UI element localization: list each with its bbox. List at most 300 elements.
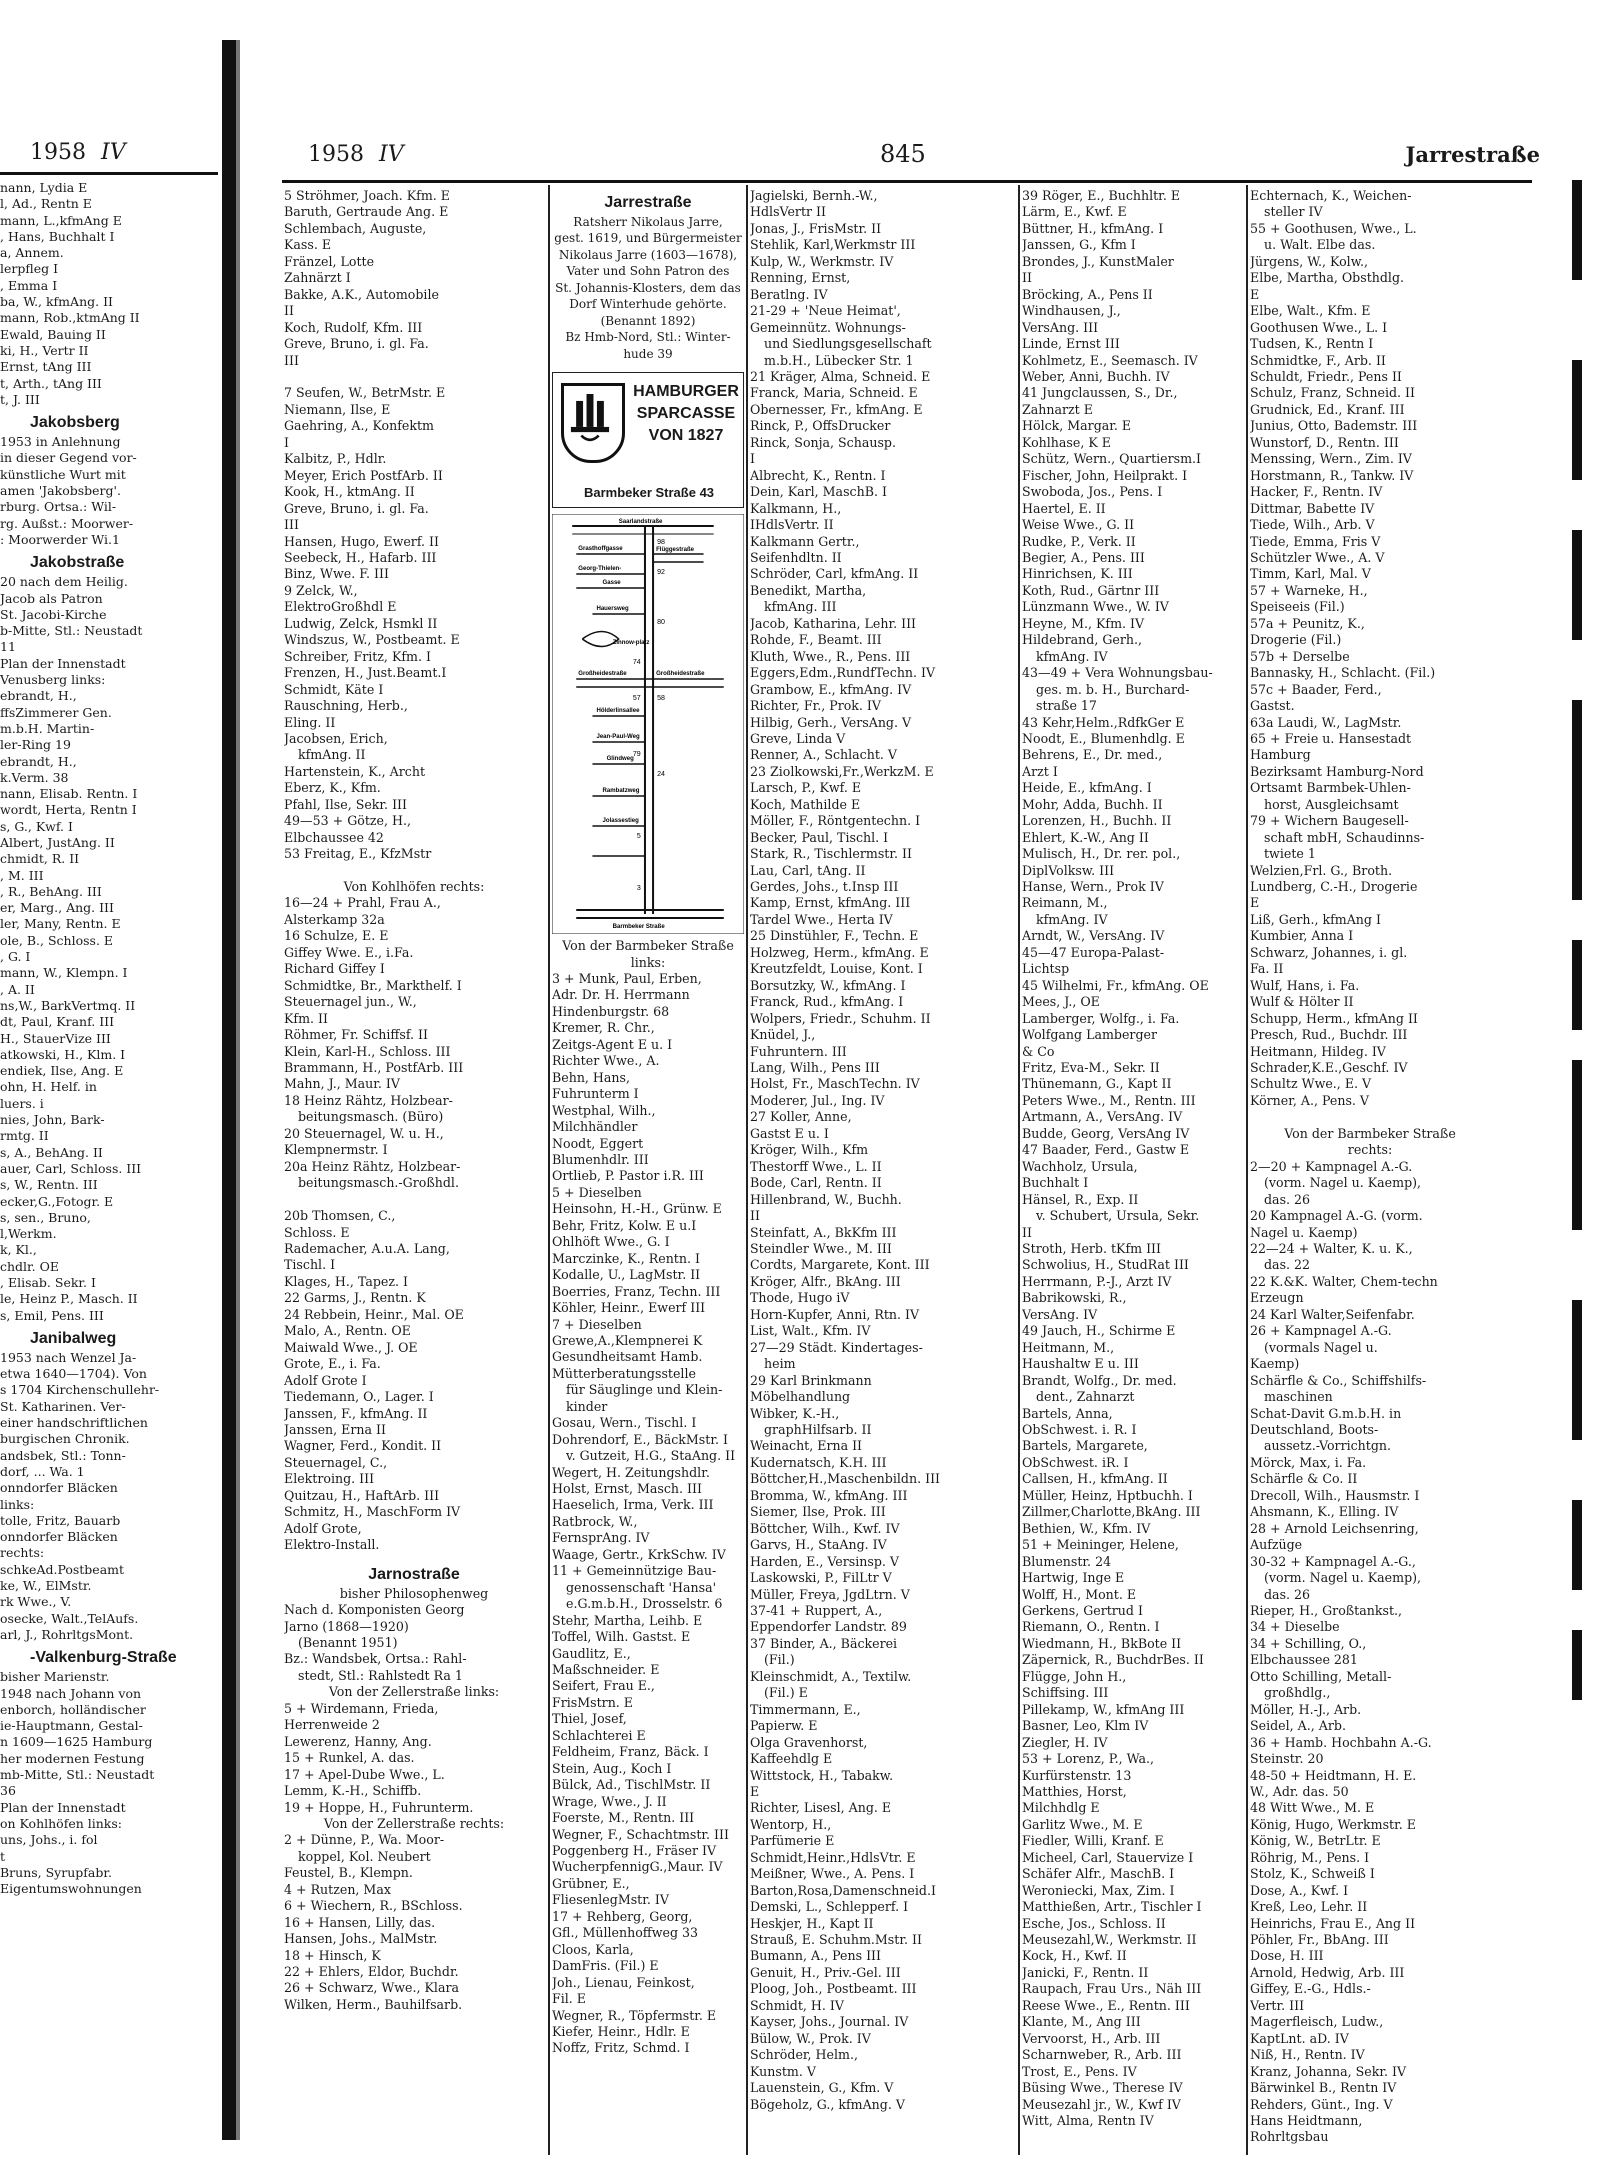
directory-entry: 4 + Rutzen, Max <box>284 1881 391 1897</box>
directory-entry: Liß, Gerh., kfmAng I <box>1250 911 1381 927</box>
directory-entry: Heinsohn, H.-H., Grünw. E <box>552 1201 722 1217</box>
directory-entry: Franck, Rud., kfmAng. I <box>750 994 904 1010</box>
directory-entry: Janicki, F., Rentn. II <box>1022 1964 1149 1980</box>
street-intro-line: Bz Hmb-Nord, Stl.: Winter- <box>565 330 731 345</box>
directory-entry: (Fil.) E <box>764 1685 808 1701</box>
street-intro-line: Vater und Sohn Patron des <box>566 264 730 279</box>
left-entry: er, Marg., Ang. III <box>0 900 114 916</box>
directory-entry: Kudernatsch, K.H. III <box>750 1454 887 1470</box>
map-number: 92 <box>657 569 665 577</box>
directory-entry: großhdlg., <box>1264 1685 1331 1701</box>
directory-entry: Böttcher,H.,Maschenbildn. III <box>750 1471 941 1487</box>
directory-entry: schaft mbH, Schaudinns- <box>1264 829 1425 845</box>
directory-entry: Fil. E <box>552 1991 586 2007</box>
column-5 <box>1250 188 1490 2146</box>
page-edge-marks <box>1540 60 1600 2060</box>
directory-entry: Malo, A., Rentn. OE <box>284 1323 411 1339</box>
directory-entry: Lamberger, Wolfg., i. Fa. <box>1022 1010 1180 1026</box>
directory-entry: Behrens, E., Dr. med., <box>1022 747 1163 763</box>
directory-entry: Horstmann, R., Tankw. IV <box>1250 467 1414 483</box>
directory-entry: Trost, E., Pens. IV <box>1022 2063 1137 2079</box>
directory-entry: Feldheim, Franz, Bäck. I <box>552 1744 709 1760</box>
directory-entry: 45 Wilhelmi, Fr., kfmAng. OE <box>1022 977 1209 993</box>
directory-entry: Welzien,Frl. G., Broth. <box>1250 862 1393 878</box>
directory-entry: Arnold, Hedwig, Arb. III <box>1250 1964 1405 1980</box>
directory-entry: Giffey, E.-G., Hdls.- <box>1250 1981 1371 1997</box>
directory-entry: Schultz Wwe., E. V <box>1250 1076 1372 1092</box>
directory-entry: 20 Kampnagel A.-G. (vorm. <box>1250 1208 1423 1224</box>
directory-entry: 15 + Runkel, A. das. <box>284 1750 415 1766</box>
directory-entry: Bülck, Ad., TischlMstr. II <box>552 1777 711 1793</box>
directory-entry: Becker, Paul, Tischl. I <box>750 829 889 845</box>
directory-entry: Moderer, Jul., Ing. IV <box>750 1092 885 1108</box>
directory-entry: List, Walt., Kfm. IV <box>750 1323 871 1339</box>
directory-entry: Elbchaussee 42 <box>284 829 384 845</box>
directory-entry: Wrage, Wwe., J. II <box>552 1793 667 1809</box>
directory-entry: 2—20 + Kampnagel A.-G. <box>1250 1158 1413 1174</box>
directory-entry: II <box>284 303 294 319</box>
left-entry: atkowski, H., Klm. I <box>0 1046 126 1062</box>
directory-entry: Peters Wwe., M., Rentn. III <box>1022 1092 1196 1108</box>
left-entry: Bruns, Syrupfabr. <box>0 1864 112 1880</box>
directory-entry: koppel, Kol. Neubert <box>298 1848 431 1864</box>
left-entry: künstliche Wurt mit <box>0 466 126 482</box>
map-label: Großheidestraße <box>578 671 627 678</box>
directory-entry: 65 + Freie u. Hansestadt <box>1250 730 1412 746</box>
directory-entry: Rohde, F., Beamt. III <box>750 632 882 648</box>
directory-entry: Maiwald Wwe., J. OE <box>284 1339 418 1355</box>
directory-entry: 5 Ströhmer, Joach. Kfm. E <box>284 188 450 203</box>
directory-entry: Schütz, Wern., Quartiersm.I <box>1022 451 1202 467</box>
directory-entry: (vorm. Nagel u. Kaemp), <box>1264 1175 1422 1191</box>
directory-entry: Jacob, Katharina, Lehr. III <box>750 615 917 631</box>
directory-entry: Matthies, Horst, <box>1022 1783 1127 1799</box>
directory-entry: Heitmann, M., <box>1022 1339 1115 1355</box>
directory-entry: Kohlhase, K E <box>1022 434 1111 450</box>
street-map-svg <box>552 514 744 934</box>
directory-entry: Renning, Ernst, <box>750 270 851 286</box>
directory-entry: Rudke, P., Verk. II <box>1022 533 1136 549</box>
directory-entry: Kurfürstenstr. 13 <box>1022 1767 1132 1783</box>
directory-entry: Speiseeis (Fil.) <box>1250 599 1345 615</box>
page-number: 845 <box>880 140 926 168</box>
directory-entry: Kranz, Johanna, Sekr. IV <box>1250 2063 1407 2079</box>
directory-entry: Tardel Wwe., Herta IV <box>750 911 893 927</box>
directory-entry: Müller, Freya, JgdLtrn. V <box>750 1586 910 1602</box>
directory-entry: Cordts, Margarete, Kont. III <box>750 1257 930 1273</box>
advertisement <box>552 372 744 508</box>
directory-entry: Baruth, Gertraude Ang. E <box>284 204 449 220</box>
directory-entry: Eling. II <box>284 714 336 730</box>
directory-entry: Rehders, Günt., Ing. V <box>1250 2096 1393 2112</box>
directory-entry: Richard Giffey I <box>284 961 385 977</box>
directory-entry: Marczinke, K., Rentn. I <box>552 1250 700 1266</box>
directory-entry: Heyne, M., Kfm. IV <box>1022 615 1145 631</box>
directory-entry: Kass. E <box>284 237 332 253</box>
directory-entry: Tiedemann, O., Lager. I <box>284 1389 434 1405</box>
left-entry: einer handschriftlichen <box>0 1415 148 1431</box>
left-entry: ohn, H. Helf. in <box>0 1079 97 1095</box>
directory-entry: genossenschaft 'Hansa' <box>566 1579 717 1595</box>
directory-entry: Schmidtke, F., Arb. II <box>1250 352 1386 368</box>
directory-entry: 37 Binder, A., Bäckerei <box>750 1635 898 1651</box>
directory-entry: Röhmer, Fr. Schiffsf. II <box>284 1027 428 1043</box>
column-3 <box>750 188 1016 2113</box>
left-entry: dt, Paul, Kranf. III <box>0 1014 115 1030</box>
directory-entry: Holzweg, Herm., kfmAng. E <box>750 944 929 960</box>
directory-entry: Wittstock, H., Tabakw. <box>750 1767 894 1783</box>
directory-entry: Körner, A., Pens. V <box>1250 1092 1370 1108</box>
directory-entry: Pfahl, Ilse, Sekr. III <box>284 796 407 812</box>
directory-entry: Ohlhöft Wwe., G. I <box>552 1234 670 1250</box>
left-entry: Ernst, tAng III <box>0 359 92 375</box>
directory-entry: Quitzau, H., HaftArb. III <box>284 1487 440 1503</box>
left-entry: , G. I <box>0 949 31 965</box>
directory-entry: Schäfer Alfr., MaschB. I <box>1022 1866 1175 1882</box>
directory-entry: Möbelhandlung <box>750 1389 851 1405</box>
directory-entry: Schmidt,Heinr.,HdlsVtr. E <box>750 1849 916 1865</box>
directory-entry: 53 + Lorenz, P., Wa., <box>1022 1751 1155 1767</box>
directory-entry: Noffz, Fritz, Schmd. I <box>552 2040 690 2056</box>
directory-entry: Steuernagel, C., <box>284 1454 388 1470</box>
directory-entry: Jagielski, Bernh.-W., <box>750 188 878 203</box>
directory-entry: 16 + Hansen, Lilly, das. <box>284 1914 436 1930</box>
directory-entry: 57c + Baader, Ferd., <box>1250 681 1382 697</box>
directory-entry: E <box>1250 286 1260 302</box>
directory-entry: Kreutzfeldt, Louise, Kont. I <box>750 961 923 977</box>
directory-entry: WucherpfennigG.,Maur. IV <box>552 1859 723 1875</box>
directory-entry: Schiffsing. III <box>1022 1685 1109 1701</box>
directory-entry: Fränzel, Lotte <box>284 253 375 269</box>
directory-entry: Thünemann, G., Kapt II <box>1022 1076 1172 1092</box>
directory-entry: Siemer, Ilse, Prok. III <box>750 1504 886 1520</box>
directory-entry: Steinstr. 20 <box>1250 1751 1324 1767</box>
left-section-title: -Valkenburg-Straße <box>30 1649 177 1667</box>
directory-entry: Giffey Wwe. E., i.Fa. <box>284 944 414 960</box>
directory-entry: Frenzen, H., Just.Beamt.I <box>284 665 447 681</box>
directory-entry: e.G.m.b.H., Drosselstr. 6 <box>566 1596 723 1612</box>
map-label: Barmbeker Straße <box>612 924 665 931</box>
directory-entry: Kook, H., ktmAng. II <box>284 484 415 500</box>
directory-entry: Hartenstein, K., Archt <box>284 763 426 779</box>
left-entry: k.Verm. 38 <box>0 769 69 785</box>
directory-entry: Artmann, A., VersAng. IV <box>1022 1109 1183 1125</box>
directory-entry: Riemann, O., Rentn. I <box>1022 1619 1160 1635</box>
directory-entry: Mahn, J., Maur. IV <box>284 1076 400 1092</box>
directory-entry: Dein, Karl, MaschB. I <box>750 484 887 500</box>
directory-entry: Boerries, Franz, Techn. III <box>552 1283 721 1299</box>
directory-entry: 51 + Meininger, Helene, <box>1022 1537 1179 1553</box>
directory-entry: 9 Zelck, W., <box>284 582 358 598</box>
left-entry: ler, Many, Rentn. E <box>0 916 121 932</box>
directory-entry: Deutschland, Boots- <box>1250 1421 1379 1437</box>
map-number: 24 <box>657 771 665 779</box>
directory-entry: Von der Barmbeker Straße <box>562 938 734 954</box>
directory-entry: Milchhdlg E <box>1022 1800 1100 1816</box>
left-entry: ke, W., ElMstr. <box>0 1578 92 1594</box>
directory-entry: Rademacher, A.u.A. Lang, <box>284 1241 450 1256</box>
directory-entry: Echternach, K., Weichen- <box>1250 188 1412 203</box>
directory-entry: Kulp, W., Werkmstr. IV <box>750 253 894 269</box>
directory-entry: Büttner, H., kfmAng. I <box>1022 220 1164 236</box>
directory-entry: 39 Röger, E., Buchhltr. E <box>1022 188 1181 203</box>
directory-entry: Schwarz, Johannes, i. gl. <box>1250 944 1408 960</box>
directory-entry: 2 + Dünne, P., Wa. Moor- <box>284 1832 445 1848</box>
directory-entry: 24 Karl Walter,Seifenfabr. <box>1250 1306 1415 1322</box>
directory-entry: Schlachterei E <box>552 1727 646 1743</box>
left-entry: ler-Ring 19 <box>0 737 71 753</box>
map-label: Jean-Paul-Weg <box>596 734 640 741</box>
left-entry: ie-Hauptmann, Gestal- <box>0 1718 143 1734</box>
left-entry: Eigentumswohnungen <box>0 1881 142 1897</box>
directory-entry: Bezirksamt Hamburg-Nord <box>1250 763 1424 779</box>
left-entry: rburg. Ortsa.: Wil- <box>0 499 117 515</box>
left-entry: , A. II <box>0 981 35 997</box>
left-entry: t, Arth., tAng III <box>0 375 102 391</box>
left-entry: ffsZimmerer Gen. <box>0 704 112 720</box>
directory-entry: dent., Zahnarzt <box>1036 1389 1135 1405</box>
left-entry: auer, Carl, Schloss. III <box>0 1160 142 1176</box>
directory-entry: straße 17 <box>1036 698 1097 714</box>
directory-entry: Kalbitz, P., Hdlr. <box>284 451 387 467</box>
column-1 <box>284 188 544 2013</box>
map-number: 79 <box>632 751 641 759</box>
directory-entry: Niß, H., Rentn. IV <box>1250 2047 1365 2063</box>
street-intro-line: Nikolaus Jarre (1603—1678), <box>558 247 738 262</box>
directory-entry: Hinrichsen, K. III <box>1022 566 1133 582</box>
directory-entry: Matthießen, Artr., Tischler I <box>1022 1899 1202 1915</box>
left-entry: 1953 in Anlehnung <box>0 434 121 450</box>
left-entry: m.b.H. Martin- <box>0 720 95 736</box>
directory-entry: ObSchwest. iR. I <box>1022 1454 1129 1470</box>
directory-entry: Olga Gravenhorst, <box>750 1734 868 1750</box>
directory-entry: Wegner, R., Töpfermstr. E <box>552 2007 717 2023</box>
left-entry: ns,W., BarkVertmq. II <box>0 997 136 1013</box>
edge-mark <box>1572 940 1582 1030</box>
directory-entry: Behn, Hans, <box>552 1069 631 1085</box>
column-divider <box>548 185 550 2155</box>
directory-entry: Seifenhdltn. II <box>750 549 842 565</box>
left-entry: chdlr. OE <box>0 1258 59 1274</box>
directory-entry: Gerkens, Gertrud I <box>1022 1602 1143 1618</box>
directory-entry: 19 + Hoppe, H., Fuhrunterm. <box>284 1799 474 1815</box>
map-number: 57 <box>632 695 641 703</box>
directory-entry: Callsen, H., kfmAng. II <box>1022 1471 1168 1487</box>
left-entry: Venusberg links: <box>0 672 106 688</box>
directory-entry: Schulz, Franz, Schneid. II <box>1250 385 1415 401</box>
directory-entry: Hacker, F., Rentn. IV <box>1250 484 1383 500</box>
directory-entry: Demski, L., Schlepperf. I <box>750 1899 909 1915</box>
directory-entry: Schmidt, H. IV <box>750 1997 844 2013</box>
street-title: Jarrestraße <box>1405 142 1540 167</box>
directory-entry: Niemann, Ilse, E <box>284 401 391 417</box>
directory-entry: horst, Ausgleichsamt <box>1264 796 1399 812</box>
directory-entry: Möller, F., Röntgentechn. I <box>750 813 921 829</box>
directory-entry: Noodt, Eggert <box>552 1135 644 1151</box>
left-entry: l,Werkm. <box>0 1226 57 1242</box>
left-entry: St. Katharinen. Ver- <box>0 1398 126 1414</box>
directory-entry: Bannasky, H., Schlacht. (Fil.) <box>1250 665 1436 681</box>
directory-entry: König, W., BetrLtr. E <box>1250 1833 1381 1849</box>
left-entry: Plan der Innenstadt <box>0 655 126 671</box>
directory-entry: kfmAng. III <box>764 599 837 615</box>
left-entry: schkeAd.Postbeamt <box>0 1561 125 1577</box>
directory-entry: Herrenweide 2 <box>284 1717 380 1733</box>
left-entry: ebrandt, H., <box>0 688 77 704</box>
directory-entry: Hilbig, Gerh., VersAng. V <box>750 714 912 730</box>
directory-entry: Buchhalt I <box>1022 1175 1089 1191</box>
left-entry: 1953 nach Wenzel Ja- <box>0 1349 137 1365</box>
directory-entry: Klein, Karl-H., Schloss. III <box>284 1043 451 1059</box>
directory-entry: König, Hugo, Werkmstr. E <box>1250 1816 1416 1832</box>
directory-entry: 17 + Apel-Dube Wwe., L. <box>284 1766 445 1782</box>
directory-entry: Micheel, Carl, Stauervize I <box>1022 1849 1194 1865</box>
directory-entry: Hölck, Margar. E <box>1022 418 1132 434</box>
directory-entry: Janssen, Erna II <box>284 1421 386 1437</box>
left-entry: ecker,G.,Fotogr. E <box>0 1193 114 1209</box>
directory-entry: Zäpernick, R., BuchdrBes. II <box>1022 1652 1204 1668</box>
directory-entry: Holst, Ernst, Masch. III <box>552 1481 702 1497</box>
directory-entry: Von der Zellerstraße rechts: <box>323 1815 505 1831</box>
directory-entry: Babrikowski, R., <box>1022 1290 1127 1306</box>
directory-entry: Foerste, M., Rentn. III <box>552 1810 695 1826</box>
directory-entry: 20b Thomsen, C., <box>284 1208 396 1224</box>
directory-entry: Weber, Anni, Buchh. IV <box>1022 368 1170 384</box>
directory-entry: Brammann, H., PostfArb. III <box>284 1060 464 1076</box>
directory-entry: Klempnermstr. I <box>284 1142 388 1158</box>
directory-entry: Greve, Bruno, i. gl. Fa. <box>284 336 429 352</box>
left-page-header <box>30 140 126 165</box>
directory-entry: Garlitz Wwe., M. E <box>1022 1816 1143 1832</box>
directory-entry: Grübner, E., <box>552 1875 630 1891</box>
directory-entry: Lang, Wilh., Pens III <box>750 1060 880 1076</box>
directory-entry: Ludwig, Zelck, Hsmkl II <box>284 615 438 631</box>
directory-entry: 6 + Wiechern, R., BSchloss. <box>284 1898 463 1914</box>
directory-entry: Böttcher, Wilh., Kwf. IV <box>750 1520 900 1536</box>
edge-mark <box>1572 530 1582 640</box>
directory-entry: Koth, Rud., Gärtnr III <box>1022 582 1160 598</box>
directory-entry: Knüdel, J., <box>750 1027 816 1043</box>
directory-entry: Brandt, Wolfg., Dr. med. <box>1022 1372 1177 1388</box>
left-entry: rg. Außst.: Moorwer- <box>0 515 134 531</box>
directory-entry: Thode, Hugo iV <box>750 1290 850 1306</box>
directory-entry: DiplVolksw. III <box>1022 862 1115 878</box>
directory-entry: 11 + Gemeinnützige Bau- <box>552 1563 717 1579</box>
ad-text <box>627 381 744 447</box>
directory-entry: Otto Schilling, Metall- <box>1250 1668 1392 1684</box>
directory-entry: Kreß, Leo, Lehr. II <box>1250 1899 1368 1915</box>
left-entry: s, Emil, Pens. III <box>0 1307 104 1323</box>
header-year-text: 1958 <box>308 142 364 167</box>
directory-entry: 29 Karl Brinkmann <box>750 1372 872 1388</box>
directory-entry: Hans Heidtmann, <box>1250 2113 1363 2129</box>
directory-entry: Pillekamp, W., kfmAng III <box>1022 1701 1185 1717</box>
directory-entry: Noodt, E., Blumenhdlg. E <box>1022 730 1185 746</box>
directory-entry: Goothusen Wwe., L. I <box>1250 319 1388 335</box>
directory-entry: 63a Laudi, W., LagMstr. <box>1250 714 1402 730</box>
directory-entry: Bröcking, A., Pens II <box>1022 286 1153 302</box>
left-entry: rmtg. II <box>0 1128 49 1144</box>
left-entry: nies, John, Bark- <box>0 1112 105 1128</box>
directory-entry: Eppendorfer Landstr. 89 <box>750 1619 907 1635</box>
map-label: Flüggestraße <box>656 547 695 554</box>
directory-entry: (vorm. Nagel u. Kaemp), <box>1264 1570 1422 1586</box>
sparcasse-logo <box>561 383 625 463</box>
ad-line-3: VON 1827 <box>648 427 724 445</box>
directory-entry: Harden, E., Versinsp. V <box>750 1553 899 1569</box>
directory-entry: Fischer, John, Heilprakt. I <box>1022 467 1188 483</box>
directory-entry: Haushaltw E u. III <box>1022 1356 1139 1372</box>
directory-entry: 18 Heinz Rähtz, Holzbear- <box>284 1092 453 1108</box>
directory-entry: Kayser, Johs., Journal. IV <box>750 2014 909 2030</box>
directory-entry: Thiel, Josef, <box>552 1711 627 1727</box>
left-entry: ki, H., Vertr II <box>0 342 89 358</box>
map-number: 58 <box>657 695 665 703</box>
directory-entry: Magerfleisch, Ludw., <box>1250 2014 1384 2030</box>
directory-entry: Elbe, Martha, Obsthdlg. <box>1250 270 1405 286</box>
directory-entry: ElektroGroßhdl E <box>284 599 397 615</box>
directory-entry: 27—29 Städt. Kindertages- <box>750 1339 923 1355</box>
directory-entry: 23 Ziolkowski,Fr.,WerkzM. E <box>750 763 934 779</box>
left-page-year: 1958 <box>30 140 86 165</box>
directory-entry: Lorenzen, H., Buchh. II <box>1022 813 1172 829</box>
directory-entry: Greve, Bruno, i. gl. Fa. <box>284 500 429 516</box>
directory-entry: Swoboda, Jos., Pens. I <box>1022 484 1163 500</box>
directory-entry: v. Schubert, Ursula, Sekr. <box>1036 1208 1200 1224</box>
directory-entry: I <box>750 451 755 467</box>
directory-entry <box>284 369 544 385</box>
directory-entry: Meusezahl jr., W., Kwf IV <box>1022 2096 1181 2112</box>
directory-entry: maschinen <box>1264 1389 1333 1405</box>
map-label: Grasthoffgasse <box>578 546 623 553</box>
map-label: Großheidestraße <box>656 671 705 678</box>
directory-entry: Gerdes, Johs., t.Insp III <box>750 879 899 895</box>
directory-entry: Strauß, E. Schuhm.Mstr. II <box>750 1932 922 1948</box>
directory-entry: Gemeinnütz. Wohnungs- <box>750 319 906 335</box>
directory-entry: Adr. Dr. H. Herrmann <box>552 987 690 1003</box>
directory-entry: Richter, Lisesl, Ang. E <box>750 1800 892 1816</box>
directory-entry: Grote, E., i. Fa. <box>284 1356 381 1372</box>
directory-entry: 7 + Dieselben <box>552 1316 642 1332</box>
directory-entry: Heinrichs, Frau E., Ang II <box>1250 1915 1416 1931</box>
directory-entry: Zillmer,Charlotte,BkAng. III <box>1022 1504 1201 1520</box>
directory-entry: Reimann, M., <box>1022 895 1108 911</box>
directory-entry: Kiefer, Heinr., Hdlr. E <box>552 2023 690 2039</box>
directory-entry: Feustel, B., Klempn. <box>284 1865 413 1881</box>
directory-entry: 20 Steuernagel, W. u. H., <box>284 1125 444 1141</box>
directory-entry: Stein, Aug., Koch I <box>552 1760 672 1776</box>
directory-entry: 47 Baader, Ferd., Gastw E <box>1022 1142 1190 1158</box>
directory-entry: Gfl., Müllenhoffweg 33 <box>552 1925 699 1941</box>
left-entry: s, A., BehAng. II <box>0 1144 103 1160</box>
left-section-title: Jakobsberg <box>30 414 120 432</box>
directory-entry: Kohlmetz, E., Seemasch. IV <box>1022 352 1198 368</box>
directory-entry: Begier, A., Pens. III <box>1022 549 1145 565</box>
map-label: Hölderlinsallee <box>596 708 640 715</box>
directory-entry: Röhrig, M., Pens. I <box>1250 1849 1370 1865</box>
directory-entry: Ploog, Joh., Postbeamt. III <box>750 1981 917 1997</box>
directory-entry: 18 + Hinsch, K <box>284 1947 381 1963</box>
left-section-title: Janibalweg <box>30 1329 117 1347</box>
directory-entry: III <box>284 352 299 368</box>
directory-entry: Schwolius, H., StudRat III <box>1022 1257 1189 1273</box>
street-intro-line: Ratsherr Nikolaus Jarre, <box>573 215 723 229</box>
binding-gutter-shadow <box>236 40 240 2140</box>
directory-entry: Poggenberg H., Fräser IV <box>552 1843 717 1858</box>
directory-entry <box>284 863 544 879</box>
directory-entry: twiete 1 <box>1264 846 1316 862</box>
directory-entry: 43—49 + Vera Wohnungsbau- <box>1022 665 1213 681</box>
